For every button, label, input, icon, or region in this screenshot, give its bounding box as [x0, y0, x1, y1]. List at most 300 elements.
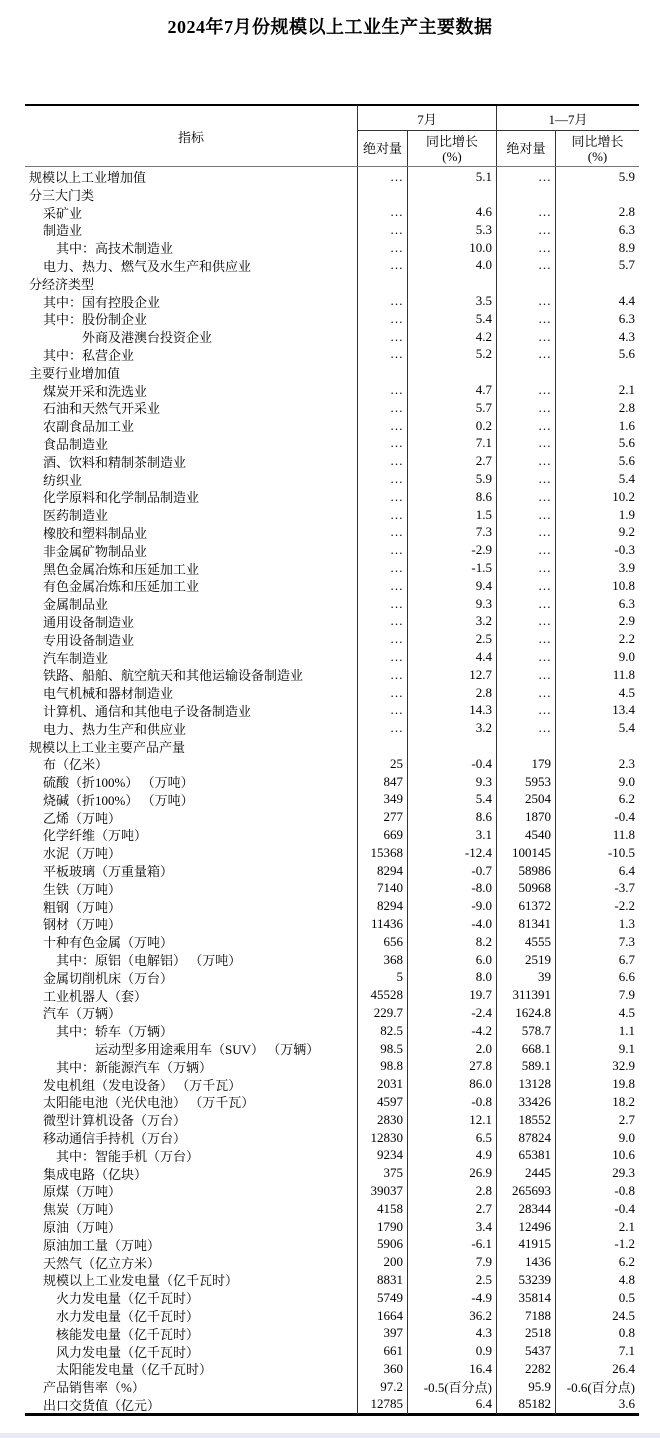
- janjul-yoy-cell: [555, 363, 639, 382]
- july-absolute-cell: 8294: [357, 897, 407, 916]
- july-yoy-cell: -0.8: [407, 1092, 496, 1111]
- july-absolute-cell: 200: [357, 1253, 407, 1272]
- janjul-yoy-cell: -0.4: [555, 808, 639, 827]
- janjul-absolute-cell: 311391: [496, 986, 555, 1005]
- july-absolute-cell: 39037: [357, 1181, 407, 1200]
- table-row: [25, 292, 639, 310]
- july-absolute-cell: 2031: [357, 1075, 407, 1094]
- indicator-cell: 其中：轿车（万辆）: [56, 1024, 174, 1040]
- janjul-yoy-cell: 1.1: [555, 1021, 639, 1040]
- july-absolute-cell: 15368: [357, 843, 407, 862]
- table-row: [25, 1039, 639, 1057]
- table-row: [25, 737, 639, 755]
- july-yoy-cell: [407, 363, 496, 382]
- july-absolute-cell: 98.5: [357, 1039, 407, 1058]
- janjul-absolute-cell: …: [496, 541, 555, 560]
- industrial-data-table: [25, 104, 639, 1416]
- page-bottom-strip: [0, 1433, 660, 1438]
- header-yoy-july: [407, 131, 496, 166]
- janjul-absolute-cell: …: [496, 576, 555, 595]
- july-absolute-cell: …: [357, 719, 407, 738]
- july-absolute-cell: …: [357, 612, 407, 631]
- janjul-absolute-cell: 2445: [496, 1164, 555, 1183]
- table-row: [25, 274, 639, 292]
- table-row: [25, 1342, 639, 1360]
- janjul-yoy-cell: 6.3: [555, 309, 639, 328]
- indicator-cell: 规模以上工业增加值: [29, 170, 147, 185]
- table-row: [25, 665, 639, 683]
- janjul-yoy-cell: 8.9: [555, 238, 639, 257]
- july-yoy-cell: 5.4: [407, 309, 496, 328]
- indicator-cell: 原煤（万吨）: [43, 1184, 122, 1200]
- janjul-yoy-cell: 3.9: [555, 559, 639, 578]
- july-absolute-cell: …: [357, 434, 407, 453]
- july-absolute-cell: [357, 737, 407, 756]
- janjul-yoy-cell: 6.3: [555, 220, 639, 239]
- july-absolute-cell: 1790: [357, 1217, 407, 1236]
- table-row: [25, 541, 639, 559]
- janjul-yoy-cell: 5.4: [555, 719, 639, 738]
- table-row: [25, 1057, 639, 1075]
- header-absolute-janjul: 绝对量: [496, 131, 555, 166]
- july-absolute-cell: …: [357, 309, 407, 328]
- janjul-absolute-cell: 28344: [496, 1199, 555, 1218]
- header-yoy-janjul: [555, 131, 639, 166]
- janjul-yoy-cell: 5.6: [555, 452, 639, 471]
- july-absolute-cell: …: [357, 505, 407, 524]
- janjul-absolute-cell: …: [496, 683, 555, 702]
- indicator-cell: 其中：原铝（电解铝） （万吨）: [56, 953, 242, 969]
- indicator-cell: 钢材（万吨）: [43, 917, 122, 933]
- july-absolute-cell: 5906: [357, 1235, 407, 1254]
- janjul-absolute-cell: …: [496, 719, 555, 738]
- janjul-yoy-cell: -0.6(百分点): [555, 1377, 639, 1396]
- july-absolute-cell: 661: [357, 1342, 407, 1361]
- july-yoy-cell: [407, 185, 496, 204]
- july-absolute-cell: …: [357, 398, 407, 417]
- table-row: [25, 1092, 639, 1110]
- janjul-absolute-cell: [496, 737, 555, 756]
- july-yoy-cell: 5.3: [407, 220, 496, 239]
- indicator-cell: 发电机组（发电设备） （万千瓦）: [43, 1077, 242, 1093]
- janjul-yoy-cell: 1.9: [555, 505, 639, 524]
- indicator-cell: 集成电路（亿块）: [43, 1166, 148, 1182]
- july-absolute-cell: 98.8: [357, 1057, 407, 1076]
- janjul-absolute-cell: 50968: [496, 879, 555, 898]
- indicator-cell: 焦炭（万吨）: [43, 1202, 122, 1218]
- july-absolute-cell: 5: [357, 968, 407, 987]
- janjul-yoy-cell: 7.9: [555, 986, 639, 1005]
- july-absolute-cell: …: [357, 665, 407, 684]
- table-row: [25, 1253, 639, 1271]
- july-yoy-cell: 36.2: [407, 1306, 496, 1325]
- janjul-absolute-cell: …: [496, 612, 555, 631]
- july-absolute-cell: 277: [357, 808, 407, 827]
- indicator-cell: 原油加工量（万吨）: [43, 1237, 161, 1253]
- indicator-cell: 橡胶和塑料制品业: [43, 525, 148, 541]
- indicator-cell: 化学纤维（万吨）: [43, 828, 148, 844]
- july-yoy-cell: 14.3: [407, 701, 496, 720]
- indicator-cell: 天然气（亿立方米）: [43, 1255, 161, 1271]
- indicator-cell: 平板玻璃（万重量箱）: [43, 864, 174, 880]
- july-yoy-cell: -4.2: [407, 1021, 496, 1040]
- janjul-absolute-cell: …: [496, 416, 555, 435]
- header-indicator: 指标: [177, 129, 204, 145]
- janjul-absolute-cell: …: [496, 470, 555, 489]
- janjul-yoy-cell: 6.6: [555, 968, 639, 987]
- table-row: [25, 434, 639, 452]
- july-yoy-cell: 2.7: [407, 452, 496, 471]
- july-absolute-cell: 12830: [357, 1128, 407, 1147]
- janjul-absolute-cell: …: [496, 559, 555, 578]
- table-row: [25, 932, 639, 950]
- janjul-absolute-cell: …: [496, 434, 555, 453]
- table-row: [25, 470, 639, 488]
- indicator-cell: 其中：股份制企业: [43, 312, 148, 328]
- janjul-absolute-cell: 95.9: [496, 1377, 555, 1396]
- july-yoy-cell: 5.2: [407, 345, 496, 364]
- indicator-cell: 制造业: [43, 223, 83, 239]
- table-row: [25, 630, 639, 648]
- july-yoy-cell: 5.9: [407, 470, 496, 489]
- header-july: 7月: [357, 106, 496, 131]
- table-row: [25, 559, 639, 577]
- janjul-absolute-cell: 2282: [496, 1359, 555, 1378]
- table-row: [25, 309, 639, 327]
- table-header: [25, 106, 639, 167]
- july-absolute-cell: …: [357, 416, 407, 435]
- janjul-absolute-cell: 179: [496, 754, 555, 773]
- janjul-absolute-cell: 4540: [496, 825, 555, 844]
- janjul-absolute-cell: 13128: [496, 1075, 555, 1094]
- table-row: [25, 986, 639, 1004]
- janjul-absolute-cell: 53239: [496, 1270, 555, 1289]
- july-yoy-cell: 9.3: [407, 594, 496, 613]
- janjul-yoy-cell: 4.5: [555, 1003, 639, 1022]
- table-row: [25, 1021, 639, 1039]
- july-yoy-cell: 8.2: [407, 932, 496, 951]
- indicator-cell: 规模以上工业主要产品产量: [29, 739, 186, 755]
- janjul-absolute-cell: 65381: [496, 1146, 555, 1165]
- july-yoy-cell: 16.4: [407, 1359, 496, 1378]
- july-yoy-cell: -2.4: [407, 1003, 496, 1022]
- july-absolute-cell: 397: [357, 1324, 407, 1343]
- janjul-yoy-cell: 9.1: [555, 1039, 639, 1058]
- janjul-absolute-cell: …: [496, 648, 555, 667]
- janjul-yoy-cell: 0.5: [555, 1288, 639, 1307]
- janjul-absolute-cell: …: [496, 665, 555, 684]
- janjul-absolute-cell: 18552: [496, 1110, 555, 1129]
- july-yoy-cell: [407, 737, 496, 756]
- july-yoy-cell: 8.6: [407, 487, 496, 506]
- july-yoy-cell: 4.6: [407, 203, 496, 222]
- janjul-absolute-cell: …: [496, 345, 555, 364]
- indicator-cell: 出口交货值（亿元）: [43, 1397, 161, 1413]
- july-absolute-cell: …: [357, 559, 407, 578]
- table-row: [25, 772, 639, 790]
- july-yoy-cell: 26.9: [407, 1164, 496, 1183]
- table-row: [25, 452, 639, 470]
- july-yoy-cell: 4.2: [407, 327, 496, 346]
- janjul-absolute-cell: [496, 274, 555, 293]
- table-row: [25, 1288, 639, 1306]
- indicator-cell: 电力、热力生产和供应业: [43, 721, 187, 737]
- janjul-yoy-cell: 3.6: [555, 1395, 639, 1414]
- july-yoy-cell: 8.6: [407, 808, 496, 827]
- july-absolute-cell: …: [357, 381, 407, 400]
- july-yoy-cell: -8.0: [407, 879, 496, 898]
- july-yoy-cell: 3.1: [407, 825, 496, 844]
- janjul-yoy-cell: -3.7: [555, 879, 639, 898]
- july-yoy-cell: 5.1: [407, 167, 496, 186]
- janjul-absolute-cell: 35814: [496, 1288, 555, 1307]
- table-row: [25, 861, 639, 879]
- indicator-cell: 分经济类型: [29, 276, 95, 292]
- july-absolute-cell: 8294: [357, 861, 407, 880]
- july-absolute-cell: 669: [357, 825, 407, 844]
- july-yoy-cell: 5.7: [407, 398, 496, 417]
- indicator-cell: 水泥（万吨）: [43, 846, 122, 862]
- july-yoy-cell: 10.0: [407, 238, 496, 257]
- janjul-absolute-cell: 58986: [496, 861, 555, 880]
- janjul-yoy-cell: 2.8: [555, 398, 639, 417]
- table-row: [25, 1377, 639, 1395]
- janjul-yoy-cell: 7.1: [555, 1342, 639, 1361]
- janjul-yoy-cell: 5.6: [555, 434, 639, 453]
- janjul-yoy-cell: 10.2: [555, 487, 639, 506]
- july-yoy-cell: 3.2: [407, 719, 496, 738]
- table-row: [25, 879, 639, 897]
- indicator-cell: 铁路、船舶、航空航天和其他运输设备制造业: [43, 668, 304, 684]
- indicator-cell: 风力发电量（亿千瓦时）: [56, 1344, 200, 1360]
- table-row: [25, 363, 639, 381]
- table-row: [25, 1324, 639, 1342]
- janjul-yoy-cell: -0.8: [555, 1181, 639, 1200]
- janjul-absolute-cell: …: [496, 327, 555, 346]
- janjul-absolute-cell: 2504: [496, 790, 555, 809]
- indicator-cell: 产品销售率（%）: [43, 1380, 145, 1396]
- table-row: [25, 1217, 639, 1235]
- janjul-absolute-cell: …: [496, 256, 555, 275]
- janjul-absolute-cell: 4555: [496, 932, 555, 951]
- table-row: [25, 683, 639, 701]
- table-row: [25, 167, 639, 185]
- janjul-absolute-cell: 2519: [496, 950, 555, 969]
- janjul-absolute-cell: 12496: [496, 1217, 555, 1236]
- july-absolute-cell: …: [357, 541, 407, 560]
- july-absolute-cell: …: [357, 523, 407, 542]
- header-absolute-july: 绝对量: [357, 131, 407, 166]
- janjul-absolute-cell: 5953: [496, 772, 555, 791]
- indicator-cell: 其中：智能手机（万台）: [56, 1148, 200, 1164]
- july-yoy-cell: 0.9: [407, 1342, 496, 1361]
- janjul-yoy-cell: -0.4: [555, 1199, 639, 1218]
- table-row: [25, 968, 639, 986]
- page-title: 2024年7月份规模以上工业生产主要数据: [167, 17, 493, 37]
- july-absolute-cell: 45528: [357, 986, 407, 1005]
- july-yoy-cell: 7.9: [407, 1253, 496, 1272]
- janjul-yoy-cell: 13.4: [555, 701, 639, 720]
- july-yoy-cell: 4.4: [407, 648, 496, 667]
- table-row: [25, 790, 639, 808]
- janjul-absolute-cell: 41915: [496, 1235, 555, 1254]
- indicator-cell: 医药制造业: [43, 508, 109, 524]
- table-row: [25, 594, 639, 612]
- janjul-yoy-cell: 9.0: [555, 648, 639, 667]
- janjul-absolute-cell: 61372: [496, 897, 555, 916]
- table-row: [25, 1235, 639, 1253]
- indicator-cell: 非金属矿物制品业: [43, 543, 148, 559]
- july-yoy-cell: 4.3: [407, 1324, 496, 1343]
- indicator-cell: 原油（万吨）: [43, 1220, 122, 1236]
- july-absolute-cell: …: [357, 470, 407, 489]
- table-row: [25, 416, 639, 434]
- janjul-yoy-cell: 4.4: [555, 292, 639, 311]
- indicator-cell: 农副食品加工业: [43, 419, 135, 435]
- indicator-cell: 烧碱（折100%） （万吨）: [43, 792, 194, 808]
- table-row: [25, 1395, 639, 1413]
- table-row: [25, 398, 639, 416]
- july-absolute-cell: …: [357, 345, 407, 364]
- indicator-cell: 移动通信手持机（万台）: [43, 1131, 187, 1147]
- july-absolute-cell: 847: [357, 772, 407, 791]
- indicator-cell: 煤炭开采和洗选业: [43, 383, 148, 399]
- janjul-yoy-cell: 0.8: [555, 1324, 639, 1343]
- janjul-absolute-cell: …: [496, 701, 555, 720]
- janjul-yoy-cell: 6.2: [555, 790, 639, 809]
- table-row: [25, 950, 639, 968]
- july-yoy-cell: 12.1: [407, 1110, 496, 1129]
- table-row: [25, 1306, 639, 1324]
- janjul-yoy-cell: 2.1: [555, 381, 639, 400]
- indicator-cell: 金属制品业: [43, 597, 109, 613]
- janjul-absolute-cell: 265693: [496, 1181, 555, 1200]
- table-row: [25, 523, 639, 541]
- indicator-cell: 太阳能发电量（亿千瓦时）: [56, 1362, 213, 1378]
- july-yoy-cell: 12.7: [407, 665, 496, 684]
- janjul-yoy-cell: [555, 737, 639, 756]
- table-row: [25, 1128, 639, 1146]
- july-yoy-cell: -6.1: [407, 1235, 496, 1254]
- table-row: [25, 238, 639, 256]
- table-row: [25, 487, 639, 505]
- janjul-absolute-cell: 81341: [496, 914, 555, 933]
- indicator-cell: 纺织业: [43, 472, 83, 488]
- july-yoy-cell: 7.1: [407, 434, 496, 453]
- janjul-yoy-cell: 6.2: [555, 1253, 639, 1272]
- janjul-absolute-cell: …: [496, 594, 555, 613]
- janjul-absolute-cell: …: [496, 630, 555, 649]
- july-absolute-cell: [357, 363, 407, 382]
- table-row: [25, 612, 639, 630]
- janjul-absolute-cell: 33426: [496, 1092, 555, 1111]
- indicator-cell: 其中：新能源汽车（万辆）: [56, 1059, 213, 1075]
- indicator-cell: 生铁（万吨）: [43, 881, 122, 897]
- july-yoy-cell: 2.0: [407, 1039, 496, 1058]
- july-yoy-cell: 2.8: [407, 1181, 496, 1200]
- janjul-absolute-cell: 589.1: [496, 1057, 555, 1076]
- janjul-yoy-cell: 11.8: [555, 665, 639, 684]
- indicator-cell: 主要行业增加值: [29, 365, 121, 381]
- janjul-yoy-cell: 2.1: [555, 1217, 639, 1236]
- janjul-absolute-cell: 1624.8: [496, 1003, 555, 1022]
- july-absolute-cell: [357, 274, 407, 293]
- july-yoy-cell: 6.4: [407, 1395, 496, 1414]
- table-row: [25, 203, 639, 221]
- janjul-yoy-cell: 9.0: [555, 772, 639, 791]
- july-absolute-cell: 12785: [357, 1395, 407, 1414]
- july-absolute-cell: …: [357, 327, 407, 346]
- janjul-yoy-cell: 32.9: [555, 1057, 639, 1076]
- july-yoy-cell: 4.9: [407, 1146, 496, 1165]
- table-row: [25, 1270, 639, 1288]
- indicator-cell: 十种有色金属（万吨）: [43, 935, 174, 951]
- july-yoy-cell: 9.4: [407, 576, 496, 595]
- indicator-cell: 火力发电量（亿千瓦时）: [56, 1291, 200, 1307]
- indicator-cell: 规模以上工业发电量（亿千瓦时）: [43, 1273, 239, 1289]
- janjul-yoy-cell: 2.8: [555, 203, 639, 222]
- july-yoy-cell: 86.0: [407, 1075, 496, 1094]
- header-yoy-july-line1: 同比增长: [425, 133, 478, 149]
- table-row: [25, 327, 639, 345]
- janjul-yoy-cell: 4.5: [555, 683, 639, 702]
- july-absolute-cell: …: [357, 683, 407, 702]
- july-absolute-cell: 229.7: [357, 1003, 407, 1022]
- july-absolute-cell: 1664: [357, 1306, 407, 1325]
- july-yoy-cell: 0.2: [407, 416, 496, 435]
- header-yoy-july-line2: (%): [442, 148, 462, 164]
- july-absolute-cell: 375: [357, 1164, 407, 1183]
- janjul-yoy-cell: 5.6: [555, 345, 639, 364]
- table-row: [25, 897, 639, 915]
- indicator-cell: 采矿业: [43, 205, 83, 221]
- table-row: [25, 381, 639, 399]
- indicator-cell: 有色金属冶炼和压延加工业: [43, 579, 200, 595]
- july-absolute-cell: 368: [357, 950, 407, 969]
- indicator-cell: 水力发电量（亿千瓦时）: [56, 1309, 200, 1324]
- header-yoy-janjul-line2: (%): [587, 148, 608, 164]
- table-row: [25, 825, 639, 843]
- table-row: [25, 1075, 639, 1093]
- table-row: [25, 576, 639, 594]
- table-row: [25, 1146, 639, 1164]
- table-row: [25, 220, 639, 238]
- indicator-cell: 电力、热力、燃气及水生产和供应业: [43, 258, 252, 274]
- july-yoy-cell: -4.0: [407, 914, 496, 933]
- janjul-yoy-cell: [555, 185, 639, 204]
- janjul-absolute-cell: …: [496, 309, 555, 328]
- janjul-absolute-cell: 1436: [496, 1253, 555, 1272]
- july-absolute-cell: 25: [357, 754, 407, 773]
- july-absolute-cell: 97.2: [357, 1377, 407, 1396]
- july-absolute-cell: 360: [357, 1359, 407, 1378]
- july-yoy-cell: 27.8: [407, 1057, 496, 1076]
- janjul-absolute-cell: …: [496, 523, 555, 542]
- janjul-yoy-cell: -10.5: [555, 843, 639, 862]
- july-yoy-cell: 3.4: [407, 1217, 496, 1236]
- indicator-cell: 太阳能电池（光伏电池） （万千瓦）: [43, 1095, 255, 1111]
- janjul-absolute-cell: …: [496, 238, 555, 257]
- janjul-absolute-cell: …: [496, 452, 555, 471]
- july-absolute-cell: 2830: [357, 1110, 407, 1129]
- janjul-yoy-cell: [555, 274, 639, 293]
- july-absolute-cell: …: [357, 167, 407, 186]
- july-yoy-cell: 9.3: [407, 772, 496, 791]
- indicator-cell: 核能发电量（亿千瓦时）: [56, 1326, 200, 1342]
- table-row: [25, 701, 639, 719]
- table-row: [25, 1164, 639, 1182]
- july-yoy-cell: -1.5: [407, 559, 496, 578]
